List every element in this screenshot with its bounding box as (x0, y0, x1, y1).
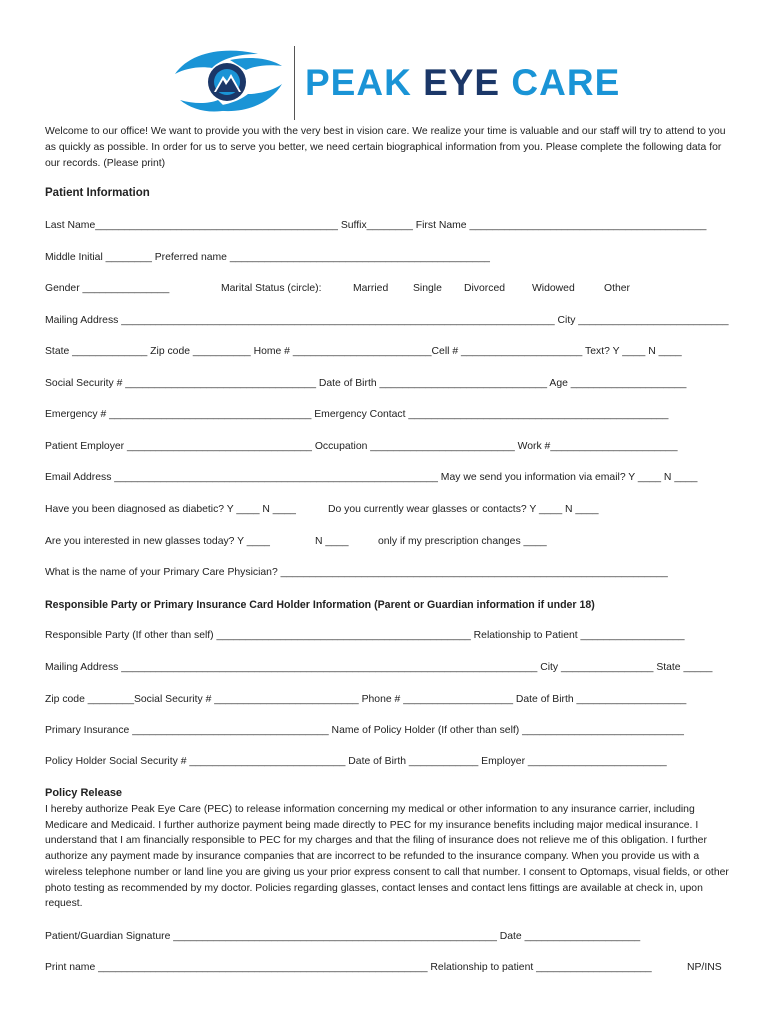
gender-field[interactable]: Gender _______________ (45, 283, 170, 294)
glasses-contacts-question[interactable]: Do you currently wear glasses or contacts? Y ____ N ____ (328, 504, 599, 515)
marital-single[interactable]: Single (413, 283, 442, 294)
row-responsible-zip[interactable]: Zip code ________Social Security # _________________________ Phone # ___________________ Date of Birth ___________________ (45, 694, 687, 705)
row-last-name[interactable]: Last Name__________________________________________ Suffix________ First Name _________________________________________ (45, 220, 707, 231)
responsible-party-title: Responsible Party or Primary Insurance Card Holder Information (Parent or Guardian information if under 18) (45, 599, 595, 611)
row-responsible-party[interactable]: Responsible Party (If other than self) ____________________________________________ Relationship to Patient __________________ (45, 630, 685, 641)
row-state-zip-phone[interactable]: State _____________ Zip code __________ Home # ________________________Cell # _____________________ Text? Y ____ N ____ (45, 346, 682, 357)
row-ssn-dob[interactable]: Social Security # _________________________________ Date of Birth _____________________________ Age ____________________ (45, 378, 687, 389)
np-ins-label: NP/INS (687, 962, 722, 973)
row-diabetic-glasses (45, 504, 730, 520)
row-print-name (45, 962, 730, 978)
row-mailing-address[interactable]: Mailing Address ___________________________________________________________________________ City __________________________ (45, 315, 729, 326)
diabetic-question[interactable]: Have you been diagnosed as diabetic? Y ____ N ____ (45, 504, 296, 515)
row-emergency[interactable]: Emergency # ___________________________________ Emergency Contact _____________________________________________ (45, 409, 669, 420)
brand-name: PEAK EYE CARE (305, 62, 621, 103)
row-middle-initial[interactable]: Middle Initial ________ Preferred name _____________________________________________ (45, 252, 490, 263)
row-primary-insurance[interactable]: Primary Insurance __________________________________ Name of Policy Holder (If other than self) ____________________________ (45, 725, 684, 736)
row-gender-marital (45, 283, 730, 299)
row-responsible-address[interactable]: Mailing Address ________________________________________________________________________ City ________________ State _____ (45, 662, 713, 673)
row-policy-holder[interactable]: Policy Holder Social Security # ___________________________ Date of Birth ____________ Employer ________________________ (45, 756, 667, 767)
marital-married[interactable]: Married (353, 283, 389, 294)
marital-other[interactable]: Other (604, 283, 630, 294)
hands-eye-mountain-icon (170, 44, 295, 124)
print-name-field[interactable]: Print name _________________________________________________________ Relationship to patient ____________________ (45, 962, 652, 973)
new-glasses-yes[interactable]: Are you interested in new glasses today? Y ____ (45, 536, 270, 547)
policy-release-text: I hereby authorize Peak Eye Care (PEC) to release information concerning my medical or other information to any insurance carrier, including Medicare and Medicaid. I further authorize payment being made directly to PEC for my insurance benefits including major medical insurance. I understand that I am financially responsible to PEC for my charges and that the filing of insurance does not relieve me of this obligation. I further authorize any payment made by insurance companies that are incorrect to be refunded to the insurance company. When you provide us with a wireless telephone number or land line you are giving us your prior express consent to call that number. I consent to Optomaps, visual fields, or other photo testing as recommended by my doctor. Policies regarding glasses, contact lenses and contact lens fittings are available at check in, upon request. (45, 804, 729, 910)
marital-label: Marital Status (circle): (221, 283, 322, 294)
row-email[interactable]: Email Address ________________________________________________________ May we send you information via email? Y ____ N ____ (45, 472, 698, 483)
marital-widowed[interactable]: Widowed (532, 283, 575, 294)
marital-divorced[interactable]: Divorced (464, 283, 505, 294)
row-new-glasses (45, 536, 730, 552)
new-glasses-prescription[interactable]: only if my prescription changes ____ (378, 536, 547, 547)
row-primary-care[interactable]: What is the name of your Primary Care Physician? ___________________________________________________________________ (45, 567, 668, 578)
new-glasses-no[interactable]: N ____ (315, 536, 349, 547)
policy-release-title: Policy Release (45, 787, 123, 799)
intro-text: Welcome to our office! We want to provide you with the very best in vision care. We realize your time is valuable and our staff will try to attend to you as quickly as possible. In order for us to serve you better, we need certain biographical information from you. Please complete the following data for our records. (Please print) (45, 126, 726, 169)
row-signature[interactable]: Patient/Guardian Signature ________________________________________________________ Date ____________________ (45, 931, 641, 942)
row-employer[interactable]: Patient Employer ________________________________ Occupation _________________________ Work #______________________ (45, 441, 678, 452)
logo (170, 44, 621, 124)
patient-info-title: Patient Information (45, 187, 150, 199)
logo-divider (294, 46, 295, 120)
